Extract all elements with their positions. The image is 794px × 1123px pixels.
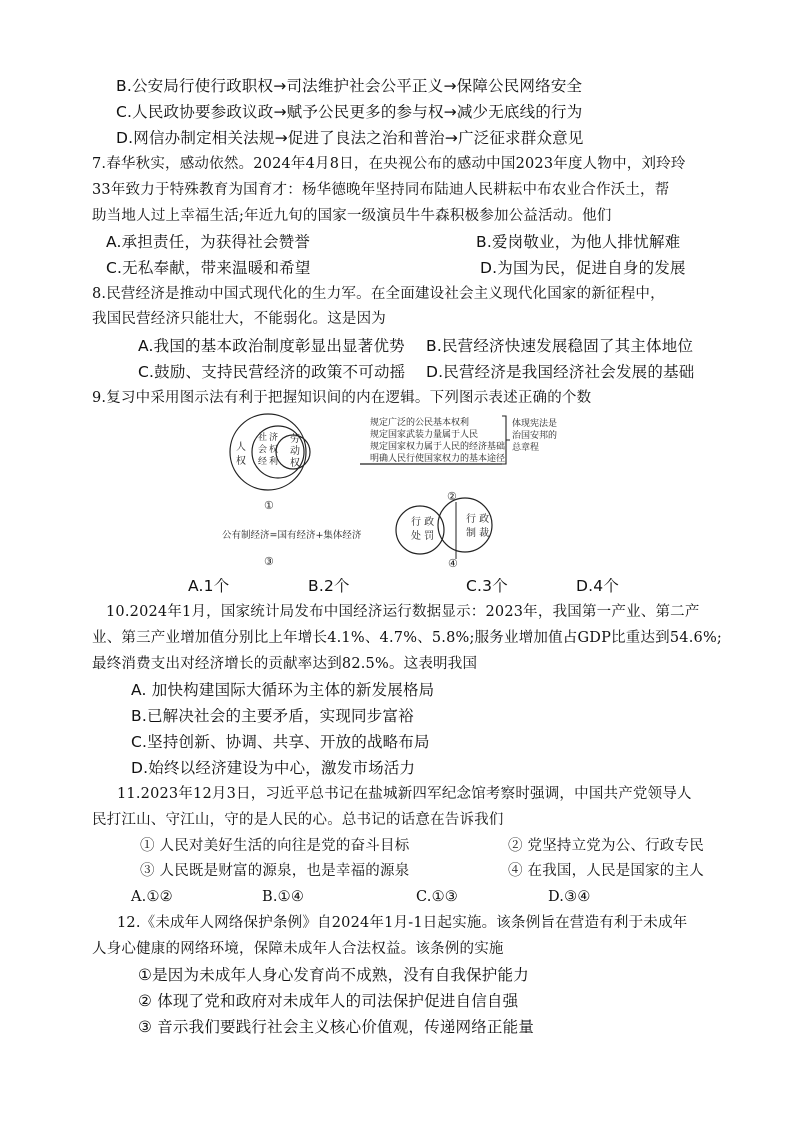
fig1-label-char: 权	[236, 456, 246, 467]
q9-figure-3	[222, 529, 362, 568]
q12-statement-2: ② 体现了党和政府对未成年人的司法保护促进自信自强	[138, 992, 519, 1010]
q7-stem-line-3: 助当地人过上幸福生活;年近九旬的国家一级演员牛牛森积极参加公益活动。他们	[92, 208, 612, 224]
q9-figure-4	[396, 498, 492, 570]
q10-stem-line-1: 10.2024年1月，国家统计局发布中国经济运行数据显示：2023年，我国第一产业、第二产	[106, 604, 700, 620]
q12-statement-1: ①是因为未成年人身心发育尚不成熟，没有自我保护能力	[138, 966, 529, 984]
q9-figure-2	[360, 416, 557, 503]
q8-option-b: B.民营经济快速发展稳固了其主体地位	[426, 337, 694, 355]
q11-option-d: D.③④	[548, 889, 591, 905]
q7-option-a: A.承担责任，为获得社会赞誉	[106, 233, 311, 251]
q9-stem: 9.复习中采用图示法有利于把握知识间的内在逻辑。下列图示表述正确的个数	[92, 390, 592, 406]
q7-option-c: C.无私奉献，带来温暖和希望	[106, 259, 311, 277]
fig1-label-char: 会	[258, 445, 268, 455]
q11-option-a: A.①②	[131, 889, 173, 905]
q11-option-b: B.①④	[262, 889, 305, 905]
q7-stem-line-2: 33年致力于特殊教育为国育才：杨华德晚年坚持同布陆迪人民耕耘中布农业合作沃土，帮	[92, 182, 670, 198]
q8-stem-line-2: 我国民营经济只能壮大，不能弱化。这是因为	[92, 311, 386, 327]
q9-figure	[220, 412, 640, 574]
fig2-right-2: 治国安邦的	[512, 431, 558, 441]
q10-option-c: C.坚持创新、协调、共享、开放的战略布局	[131, 733, 430, 751]
q11-statement-1: ① 人民对美好生活的向往是党的奋斗目标	[140, 838, 410, 854]
q10-option-a: A. 加快构建国际大循环为主体的新发展格局	[131, 681, 435, 699]
fig1-inner-label	[290, 432, 300, 469]
q11-statement-4: ④ 在我国，人民是国家的主人	[508, 863, 704, 879]
fig3-number: ③	[264, 555, 274, 568]
fig4-right-2: 制 裁	[466, 528, 490, 539]
q11-statement-2: ② 党坚持立党为公、行政专民	[508, 838, 704, 854]
q7-stem-line-1: 7.春华秋实，感动依然。2024年4月8日，在央视公布的感动中国2023年度人物中，刘玲玲	[92, 156, 686, 172]
fig1-outer-label	[236, 440, 246, 467]
q8-option-a: A.我国的基本政治制度彰显出显著优势	[138, 337, 405, 355]
fig4-left-2: 处 罚	[411, 531, 435, 542]
fig2-item-3: 规定国家权力属于人民的经济基础	[370, 442, 506, 452]
fig2-item-2: 规定国家武装力量属于人民	[370, 430, 479, 440]
fig1-label-char: 劳	[290, 434, 300, 445]
q12-stem-line-2: 人身心健康的网络环境，保障未成年人合法权益。该条例的实施	[92, 941, 504, 957]
fig2-item-1: 规定广泛的公民基本权利	[370, 418, 470, 428]
fig1-label-char: 人	[236, 442, 246, 453]
q9-figure-1	[230, 414, 310, 512]
q6-option-d: D.网信办制定相关法规→促进了良法之治和普治→广泛征求群众意见	[116, 129, 584, 147]
q9-option-c: C.3个	[466, 577, 508, 595]
fig2-right-3: 总章程	[512, 443, 540, 453]
q7-option-b: B.爱岗敬业，为他人排忧解难	[476, 233, 681, 251]
q7-option-d: D.为国为民，促进自身的发展	[480, 259, 686, 277]
fig1-label-char: 权	[290, 458, 300, 469]
fig2-right-1: 体现宪法是	[512, 419, 558, 429]
q10-stem-line-3: 最终消费支出对经济增长的贡献率达到82.5%。这表明我国	[92, 656, 478, 672]
fig1-number: ①	[264, 499, 274, 512]
q9-option-a: A.1个	[188, 577, 230, 595]
fig1-label-char: 利	[269, 457, 279, 467]
fig3-formula: 公有制经济=国有经济+集体经济	[222, 530, 362, 541]
q11-option-c: C.①③	[416, 889, 458, 905]
q12-statement-3: ③ 音示我们要践行社会主义核心价值观，传递网络正能量	[138, 1018, 535, 1036]
q11-statement-3: ③ 人民既是财富的源泉，也是幸福的源泉	[140, 863, 410, 879]
q8-option-c: C.鼓励、支持民营经济的政策不可动摇	[138, 363, 406, 381]
q9-option-d: D.4个	[576, 577, 620, 595]
fig4-number: ④	[448, 557, 458, 570]
fig1-label-char: 社	[258, 433, 268, 443]
q10-option-b: B.已解决社会的主要矛盾，实现同步富裕	[131, 707, 414, 725]
q10-option-d: D.始终以经济建设为中心，激发市场活力	[131, 759, 416, 777]
fig1-label-char: 经	[258, 457, 268, 467]
fig2-number: ②	[447, 490, 457, 503]
q12-stem-line-1: 12.《未成年人网络保护条例》自2024年1月-1日起实施。该条例旨在营造有利于未成年	[117, 915, 688, 931]
q6-option-c: C.人民政协要参政议政→赋予公民更多的参与权→减少无底线的行为	[116, 103, 583, 121]
fig4-left-1: 行 政	[411, 517, 435, 528]
q9-option-b: B.2个	[308, 577, 350, 595]
q6-option-b: B.公安局行使行政职权→司法维护社会公平正义→保障公民网络安全	[116, 77, 583, 95]
q8-option-d: D.民营经济是我国经济社会发展的基础	[426, 363, 695, 381]
q11-stem-line-1: 11.2023年12月3日，习近平总书记在盐城新四军纪念馆考察时强调，中国共产党领导人	[117, 786, 692, 802]
fig4-right-1: 行 政	[466, 514, 490, 525]
fig1-label-char: 权	[269, 445, 279, 455]
fig1-middle-label	[258, 431, 278, 467]
q11-stem-line-2: 民打江山、守江山，守的是人民的心。总书记的话意在告诉我们	[92, 812, 504, 828]
fig1-label-char: 动	[290, 446, 300, 457]
fig2-item-4: 明确人民行使国家权力的基本途径	[370, 454, 506, 464]
q10-stem-line-2: 业、第三产业增加值分别比上年增长4.1%、4.7%、5.8%;服务业增加值占GDP比重达到54.6%;	[92, 630, 723, 646]
q8-stem-line-1: 8.民营经济是推动中国式现代化的生力军。在全面建设社会主义现代化国家的新征程中，	[92, 286, 665, 302]
fig1-label-char: 济	[269, 433, 279, 443]
